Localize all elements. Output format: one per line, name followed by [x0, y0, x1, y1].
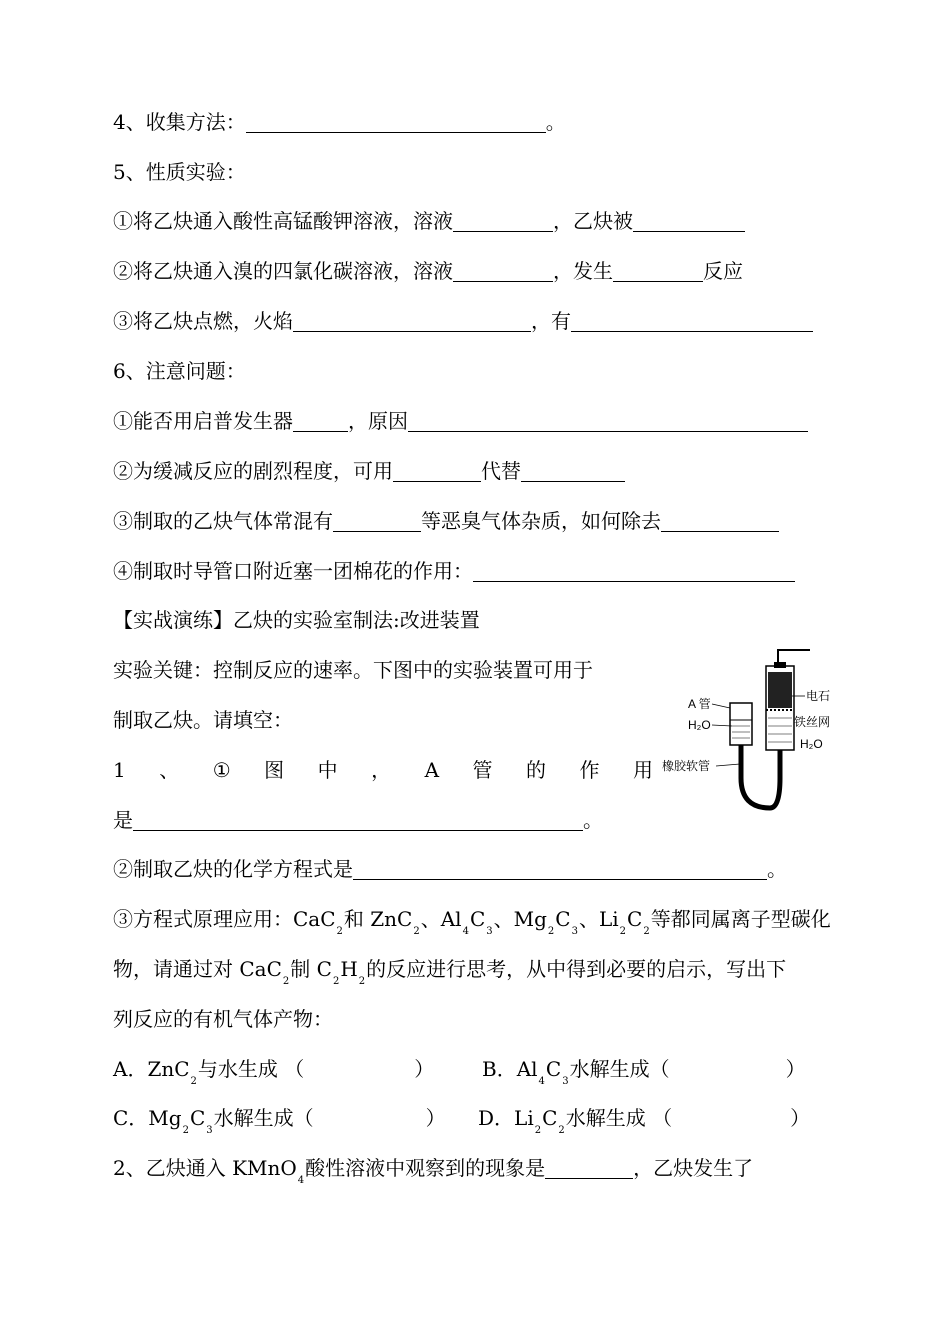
q1-token: ，: [371, 758, 392, 782]
q5-item-2: [113, 257, 743, 285]
option-text: ）: [425, 1106, 446, 1130]
option-text: ）: [414, 1057, 435, 1081]
subscript: 4: [462, 926, 469, 937]
q5-item-2-blank-b[interactable]: [613, 259, 703, 282]
option-text: C．Mg: [113, 1106, 182, 1130]
subscript: 4: [538, 1076, 545, 1087]
q2-line-text: ，乙炔发生了: [633, 1156, 754, 1180]
practice-q2-line: [113, 1154, 754, 1186]
q5-item-1: [113, 207, 745, 235]
option-text: D．Li: [478, 1106, 534, 1130]
q4-line: [113, 108, 566, 136]
q5-item-3-blank-a[interactable]: [293, 309, 531, 332]
subscript: 2: [182, 1125, 189, 1136]
q6-item-3-text-b: 等恶臭气体杂质，如何除去: [421, 509, 661, 533]
q1-token: 中: [317, 758, 338, 782]
q5-item-1-blank-b[interactable]: [633, 209, 745, 232]
q6-item-3-text: ③制取的乙炔气体常混有: [113, 509, 333, 533]
subscript: 2: [190, 1076, 197, 1087]
option-text: 水解生成 （: [565, 1106, 673, 1130]
q1-token: A: [424, 758, 440, 782]
practice-p1: 实验关键：控制反应的速率。下图中的实验装置可用于: [113, 658, 593, 682]
practice-p2: 制取乙炔。请填空：: [113, 708, 293, 732]
q4-suffix: 。: [545, 110, 566, 134]
q2-end: 。: [767, 857, 787, 881]
subscript: 2: [643, 926, 650, 937]
q5-item-2-text-b: ，发生: [553, 259, 613, 283]
q6-item-3-blank-b[interactable]: [661, 509, 779, 532]
q6-item-2-blank-a[interactable]: [393, 459, 481, 482]
q5-item-3-text-b: ，有: [531, 309, 571, 333]
q2-line-blank[interactable]: [545, 1156, 633, 1179]
q6-item-3-blank-a[interactable]: [333, 509, 421, 532]
subscript: 3: [206, 1125, 213, 1136]
subscript: 3: [562, 1076, 569, 1087]
option-B: [482, 1055, 806, 1087]
practice-title: 【实战演练】乙炔的实验室制法:改进装置: [113, 608, 480, 632]
subscript: 2: [358, 976, 366, 987]
option-text: ）: [785, 1057, 806, 1081]
q2-text: ②制取乙炔的化学方程式是: [113, 857, 353, 881]
q5-item-1-text: ①将乙炔通入酸性高锰酸钾溶液，溶液: [113, 209, 453, 233]
option-text: A．ZnC: [113, 1057, 190, 1081]
label-hose: 橡胶软管: [662, 759, 711, 773]
q6-item-1-blank-a[interactable]: [293, 409, 348, 432]
q1-cont-text: 是: [113, 808, 133, 832]
q6-item-2: [113, 457, 625, 485]
option-text: 与水生成 （: [197, 1057, 305, 1081]
q3-text: 、Al: [420, 907, 462, 931]
q3-text: H: [340, 957, 358, 981]
q3-text: 物，请通过对 CaC: [113, 957, 282, 981]
option-text: B．Al: [482, 1057, 538, 1081]
q6-item-1: [113, 407, 808, 435]
q6-item-2-text-b: 代替: [481, 459, 521, 483]
q5-item-2-text: ②将乙炔通入溴的四氯化碳溶液，溶液: [113, 259, 453, 283]
rubber-hose: [741, 745, 780, 808]
subscript: 3: [571, 926, 578, 937]
q6-item-1-text-b: ，原因: [348, 409, 408, 433]
q6-item-1-text: ①能否用启普发生器: [113, 409, 293, 433]
q5-title: 5、性质实验：: [113, 160, 246, 184]
q2-line-text: 2、乙炔通入 KMnO: [113, 1156, 297, 1180]
q6-item-2-blank-b[interactable]: [521, 459, 625, 482]
practice-q3-line3: 列反应的有机气体产物：: [113, 1007, 333, 1031]
q6-item-3: [113, 507, 779, 535]
subscript: 2: [332, 976, 340, 987]
q1-token: 作: [579, 758, 600, 782]
option-text: C: [189, 1106, 206, 1130]
subscript: 2: [547, 926, 555, 937]
q3-text: C: [627, 907, 643, 931]
subscript: 2: [282, 976, 290, 987]
subscript: 2: [558, 1125, 565, 1136]
label-h2o-right: H₂O: [800, 737, 823, 751]
q2-blank[interactable]: [353, 857, 767, 880]
q1-token: 用: [632, 758, 653, 782]
label-a-tube: A 管: [688, 697, 711, 711]
q1-token: 管: [472, 758, 493, 782]
option-text: C: [542, 1106, 558, 1130]
practice-q1-line: [113, 756, 653, 784]
q5-item-2-text-c: 反应: [703, 259, 743, 283]
q1-token: 的: [526, 758, 546, 782]
q6-item-4: [113, 557, 795, 585]
apparatus-figure: [660, 648, 850, 816]
practice-q3-line2: [113, 955, 787, 987]
q3-text: 、Li: [578, 907, 619, 931]
q1-end: 。: [583, 808, 603, 832]
q5-item-1-text-b: ，乙炔被: [553, 209, 633, 233]
practice-q3-line1: [113, 905, 831, 937]
q1-token: 1: [113, 758, 126, 782]
q2-line-text: 酸性溶液中观察到的现象是: [305, 1156, 546, 1180]
q6-item-1-blank-b[interactable]: [408, 409, 808, 432]
q6-item-4-text: ④制取时导管口附近塞一团棉花的作用：: [113, 559, 473, 583]
option-text: C: [545, 1057, 562, 1081]
q5-item-3-blank-b[interactable]: [571, 309, 813, 332]
q5-item-3: [113, 307, 813, 335]
q1-token: 、: [159, 758, 180, 782]
q5-item-3-text: ③将乙炔点燃，火焰: [113, 309, 293, 333]
subscript: 2: [619, 926, 627, 937]
carbide-lump: [768, 672, 792, 708]
subscript: 4: [297, 1175, 305, 1186]
q4-blank[interactable]: [246, 110, 546, 133]
option-A: [113, 1055, 435, 1087]
q3-text: 、Mg: [493, 907, 547, 931]
q3-text: 等都同属离子型碳化: [650, 907, 831, 931]
option-C: [113, 1104, 446, 1136]
q3-text: ③方程式原理应用：CaC: [113, 907, 336, 931]
label-h2o-left: H₂O: [688, 718, 711, 732]
a-tube: [730, 703, 752, 745]
q4-prefix: 4、收集方法：: [113, 110, 246, 134]
subscript: 2: [336, 926, 343, 937]
subscript: 2: [534, 1125, 542, 1136]
q5-item-2-blank-a[interactable]: [453, 259, 553, 282]
q1-token: 图: [264, 758, 285, 782]
q3-text: C: [469, 907, 486, 931]
practice-q1-cont: [113, 806, 603, 834]
option-text: 水解生成（: [569, 1057, 670, 1081]
practice-q2: [113, 855, 787, 883]
stopper: [774, 662, 786, 668]
q1-token: ①: [212, 758, 231, 782]
q5-item-1-blank-a[interactable]: [453, 209, 553, 232]
label-wire-mesh: 铁丝网: [794, 715, 831, 729]
q6-title: 6、注意问题：: [113, 359, 246, 383]
option-text: ）: [790, 1106, 811, 1130]
option-D: [478, 1104, 811, 1136]
label-carbide: 电石: [806, 689, 831, 703]
q3-text: C: [555, 907, 571, 931]
option-text: 水解生成（: [213, 1106, 314, 1130]
q3-text: 的反应进行思考，从中得到必要的启示，写出下: [366, 957, 787, 981]
q6-item-2-text: ②为缓减反应的剧烈程度，可用: [113, 459, 393, 483]
q3-text: 和 ZnC: [343, 907, 413, 931]
subscript: 3: [486, 926, 493, 937]
q6-item-4-blank[interactable]: [473, 559, 795, 582]
subscript: 2: [413, 926, 420, 937]
q1-blank[interactable]: [133, 808, 583, 831]
q3-text: 制 C: [290, 957, 332, 981]
